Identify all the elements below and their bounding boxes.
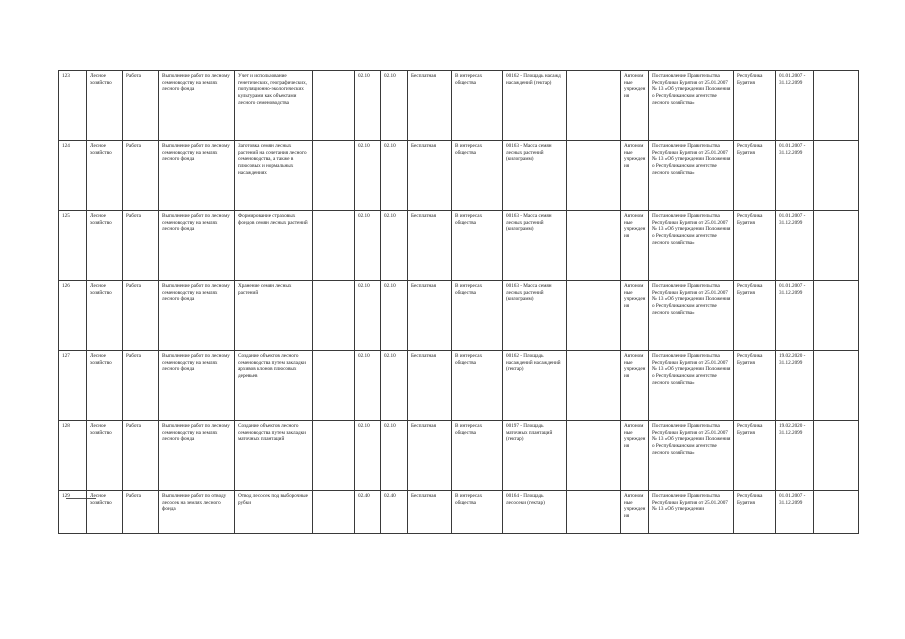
interest-cell: В интересах общества xyxy=(452,491,503,534)
okved-code-cell: 02.10 xyxy=(381,351,408,421)
content-cell: Заготовка семян лесных растений на сочетания лесного семеноводства, а также в плюсовых и нормальных насаждениях xyxy=(235,141,313,211)
empty-cell xyxy=(567,421,621,491)
payment-cell: Бесплатная xyxy=(408,141,452,211)
row-number: 128 xyxy=(59,421,87,491)
row-number: 123 xyxy=(59,71,87,141)
interest-cell: В интересах общества xyxy=(452,211,503,281)
type-cell: Работа xyxy=(123,211,159,281)
empty-cell xyxy=(567,141,621,211)
region-cell: Республика Бурятия xyxy=(734,71,776,141)
content-cell: Отвод лесосек под выборочные рубки xyxy=(235,491,313,534)
payment-cell: Бесплатная xyxy=(408,71,452,141)
empty-cell xyxy=(313,281,355,351)
empty-cell xyxy=(567,281,621,351)
empty-cell xyxy=(313,351,355,421)
table-row xyxy=(59,71,859,141)
sector-cell: Лесное хозяйство xyxy=(87,141,123,211)
content-cell: Создание объектов лесного семеноводства путем закладки архивов клонов плюсовых деревьев xyxy=(235,351,313,421)
type-cell: Работа xyxy=(123,281,159,351)
interest-cell: В интересах общества xyxy=(452,141,503,211)
okved-code-cell: 02.10 xyxy=(355,71,381,141)
table-row xyxy=(59,491,859,534)
type-cell: Работа xyxy=(123,351,159,421)
table-row xyxy=(59,421,859,491)
row-number: 124 xyxy=(59,141,87,211)
content-cell: Хранение семян лесных растений xyxy=(235,281,313,351)
okved-code-cell: 02.10 xyxy=(381,281,408,351)
legal-act-cell: Постановление Правительства Республики Бурятия от 25.01.2007 № 13 «Об утверждении xyxy=(649,491,734,534)
interest-cell: В интересах общества xyxy=(452,421,503,491)
region-cell: Республика Бурятия xyxy=(734,281,776,351)
sector-cell: Лесное хозяйство xyxy=(87,421,123,491)
row-number: 126 xyxy=(59,281,87,351)
okved-code-cell: 02.10 xyxy=(381,141,408,211)
region-cell: Республика Бурятия xyxy=(734,211,776,281)
empty-cell xyxy=(814,211,859,281)
payment-cell: Бесплатная xyxy=(408,351,452,421)
sector-cell: Лесное хозяйство xyxy=(87,281,123,351)
okved-code-cell: 02.10 xyxy=(355,421,381,491)
region-cell: Республика Бурятия xyxy=(734,141,776,211)
empty-cell xyxy=(814,281,859,351)
empty-cell xyxy=(313,491,355,534)
sector-cell: Лесное хозяйство xyxy=(87,351,123,421)
type-cell: Работа xyxy=(123,141,159,211)
legal-act-cell: Постановление Правительства Республики Бурятия от 25.01.2007 № 13 «Об утверждении Положения о Республиканском агентстве лесного хозяйства» xyxy=(649,141,734,211)
legal-act-cell: Постановление Правительства Республики Бурятия от 25.01.2007 № 13 «Об утверждении Положения о Республиканском агентстве лесного хозяйства» xyxy=(649,421,734,491)
empty-cell xyxy=(814,351,859,421)
okved-code-cell: 02.40 xyxy=(381,491,408,534)
service-name-cell: Выполнение работ по лесному семеноводству на землях лесного фонда xyxy=(159,351,235,421)
empty-cell xyxy=(814,421,859,491)
empty-cell xyxy=(567,351,621,421)
region-cell: Республика Бурятия xyxy=(734,491,776,534)
region-cell: Республика Бурятия xyxy=(734,351,776,421)
empty-cell xyxy=(814,491,859,534)
type-cell: Работа xyxy=(123,491,159,534)
service-name-cell: Выполнение работ по отводу лесосек на землях лесного фонда xyxy=(159,491,235,534)
services-register-table xyxy=(58,70,859,534)
institution-cell: Автономные учреждения xyxy=(621,281,649,351)
empty-cell xyxy=(313,211,355,281)
content-cell: Создание объектов лесного семеноводства путем закладки маточных плантаций xyxy=(235,421,313,491)
institution-cell: Автономные учреждения xyxy=(621,491,649,534)
okved-code-cell: 02.10 xyxy=(381,71,408,141)
okved-code-cell: 02.40 xyxy=(355,491,381,534)
empty-cell xyxy=(567,71,621,141)
empty-cell xyxy=(567,211,621,281)
region-cell: Республика Бурятия xyxy=(734,421,776,491)
service-name-cell: Выполнение работ по лесному семеноводству на землях лесного фонда xyxy=(159,141,235,211)
payment-cell: Бесплатная xyxy=(408,491,452,534)
period-cell: 01.01.2007 - 31.12.2099 xyxy=(776,141,814,211)
payment-cell: Бесплатная xyxy=(408,211,452,281)
table-row xyxy=(59,141,859,211)
period-cell: 01.01.2007 - 31.12.2099 xyxy=(776,281,814,351)
indicator-cell: 00162 - Площадь насажд насаждений (гектар) xyxy=(503,71,567,141)
institution-cell: Автономные учреждения xyxy=(621,141,649,211)
row-number: 127 xyxy=(59,351,87,421)
period-cell: 19.02.2020 - 31.12.2099 xyxy=(776,351,814,421)
okved-code-cell: 02.10 xyxy=(355,141,381,211)
type-cell: Работа xyxy=(123,421,159,491)
indicator-cell: 00164 - Площадь лесосеки (гектар) xyxy=(503,491,567,534)
okved-code-cell: 02.10 xyxy=(355,351,381,421)
period-cell: 01.01.2007 - 31.12.2099 xyxy=(776,491,814,534)
interest-cell: В интересах общества xyxy=(452,351,503,421)
service-name-cell: Выполнение работ по лесному семеноводству на землях лесного фонда xyxy=(159,421,235,491)
table-row xyxy=(59,351,859,421)
table-row xyxy=(59,281,859,351)
content-cell: Учет и использование генетических, географических, популяционно-экологических культурами как объектами лесного семеноводства xyxy=(235,71,313,141)
type-cell: Работа xyxy=(123,71,159,141)
period-cell: 19.02.2020 - 31.12.2099 xyxy=(776,421,814,491)
row-number: 129 xyxy=(59,491,87,534)
payment-cell: Бесплатная xyxy=(408,281,452,351)
interest-cell: В интересах общества xyxy=(452,281,503,351)
okved-code-cell: 02.10 xyxy=(355,211,381,281)
indicator-cell: 00163 - Масса семян лесных растений (килограмм) xyxy=(503,211,567,281)
sector-cell: Лесное хозяйство xyxy=(87,71,123,141)
legal-act-cell: Постановление Правительства Республики Бурятия от 25.01.2007 № 13 «Об утверждении Положения о Республиканском агентстве лесного хозяйства» xyxy=(649,71,734,141)
empty-cell xyxy=(814,71,859,141)
row-number: 125 xyxy=(59,211,87,281)
table-row xyxy=(59,211,859,281)
interest-cell: В интересах общества xyxy=(452,71,503,141)
legal-act-cell: Постановление Правительства Республики Бурятия от 25.01.2007 № 13 «Об утверждении Положения о Республиканском агентстве лесного хозяйства» xyxy=(649,351,734,421)
okved-code-cell: 02.10 xyxy=(355,281,381,351)
legal-act-cell: Постановление Правительства Республики Бурятия от 25.01.2007 № 13 «Об утверждении Положения о Республиканском агентстве лесного хозяйства» xyxy=(649,211,734,281)
indicator-cell: 00197 - Площадь маточных плантаций (гектар) xyxy=(503,421,567,491)
sector-cell: Лесное хозяйство xyxy=(87,211,123,281)
indicator-cell: 00163 - Масса семян лесных растений (килограмм) xyxy=(503,141,567,211)
empty-cell xyxy=(814,141,859,211)
service-name-cell: Выполнение работ по лесному семеноводству на землях лесного фонда xyxy=(159,211,235,281)
indicator-cell: 00162 - Площадь насаждений насаждений (гектар) xyxy=(503,351,567,421)
empty-cell xyxy=(567,491,621,534)
okved-code-cell: 02.10 xyxy=(381,421,408,491)
institution-cell: Автономные учреждения xyxy=(621,351,649,421)
payment-cell: Бесплатная xyxy=(408,421,452,491)
institution-cell: Автономные учреждения xyxy=(621,421,649,491)
period-cell: 01.01.2007 - 31.12.2099 xyxy=(776,211,814,281)
empty-cell xyxy=(313,421,355,491)
sector-cell: Лесное хозяйство xyxy=(87,491,123,534)
okved-code-cell: 02.10 xyxy=(381,211,408,281)
institution-cell: Автономные учреждения xyxy=(621,211,649,281)
content-cell: Формирование страховых фондов семян лесных растений xyxy=(235,211,313,281)
empty-cell xyxy=(313,141,355,211)
institution-cell: Автономные учреждения xyxy=(621,71,649,141)
legal-act-cell: Постановление Правительства Республики Бурятия от 25.01.2007 № 13 «Об утверждении Положения о Республиканском агентстве лесного хозяйства» xyxy=(649,281,734,351)
indicator-cell: 00163 - Масса семян лесных растений (килограмм) xyxy=(503,281,567,351)
service-name-cell: Выполнение работ по лесному семеноводству на землях лесного фонда xyxy=(159,71,235,141)
period-cell: 01.01.2007 - 31.12.2099 xyxy=(776,71,814,141)
empty-cell xyxy=(313,71,355,141)
service-name-cell: Выполнение работ по лесному семеноводству на землях лесного фонда xyxy=(159,281,235,351)
